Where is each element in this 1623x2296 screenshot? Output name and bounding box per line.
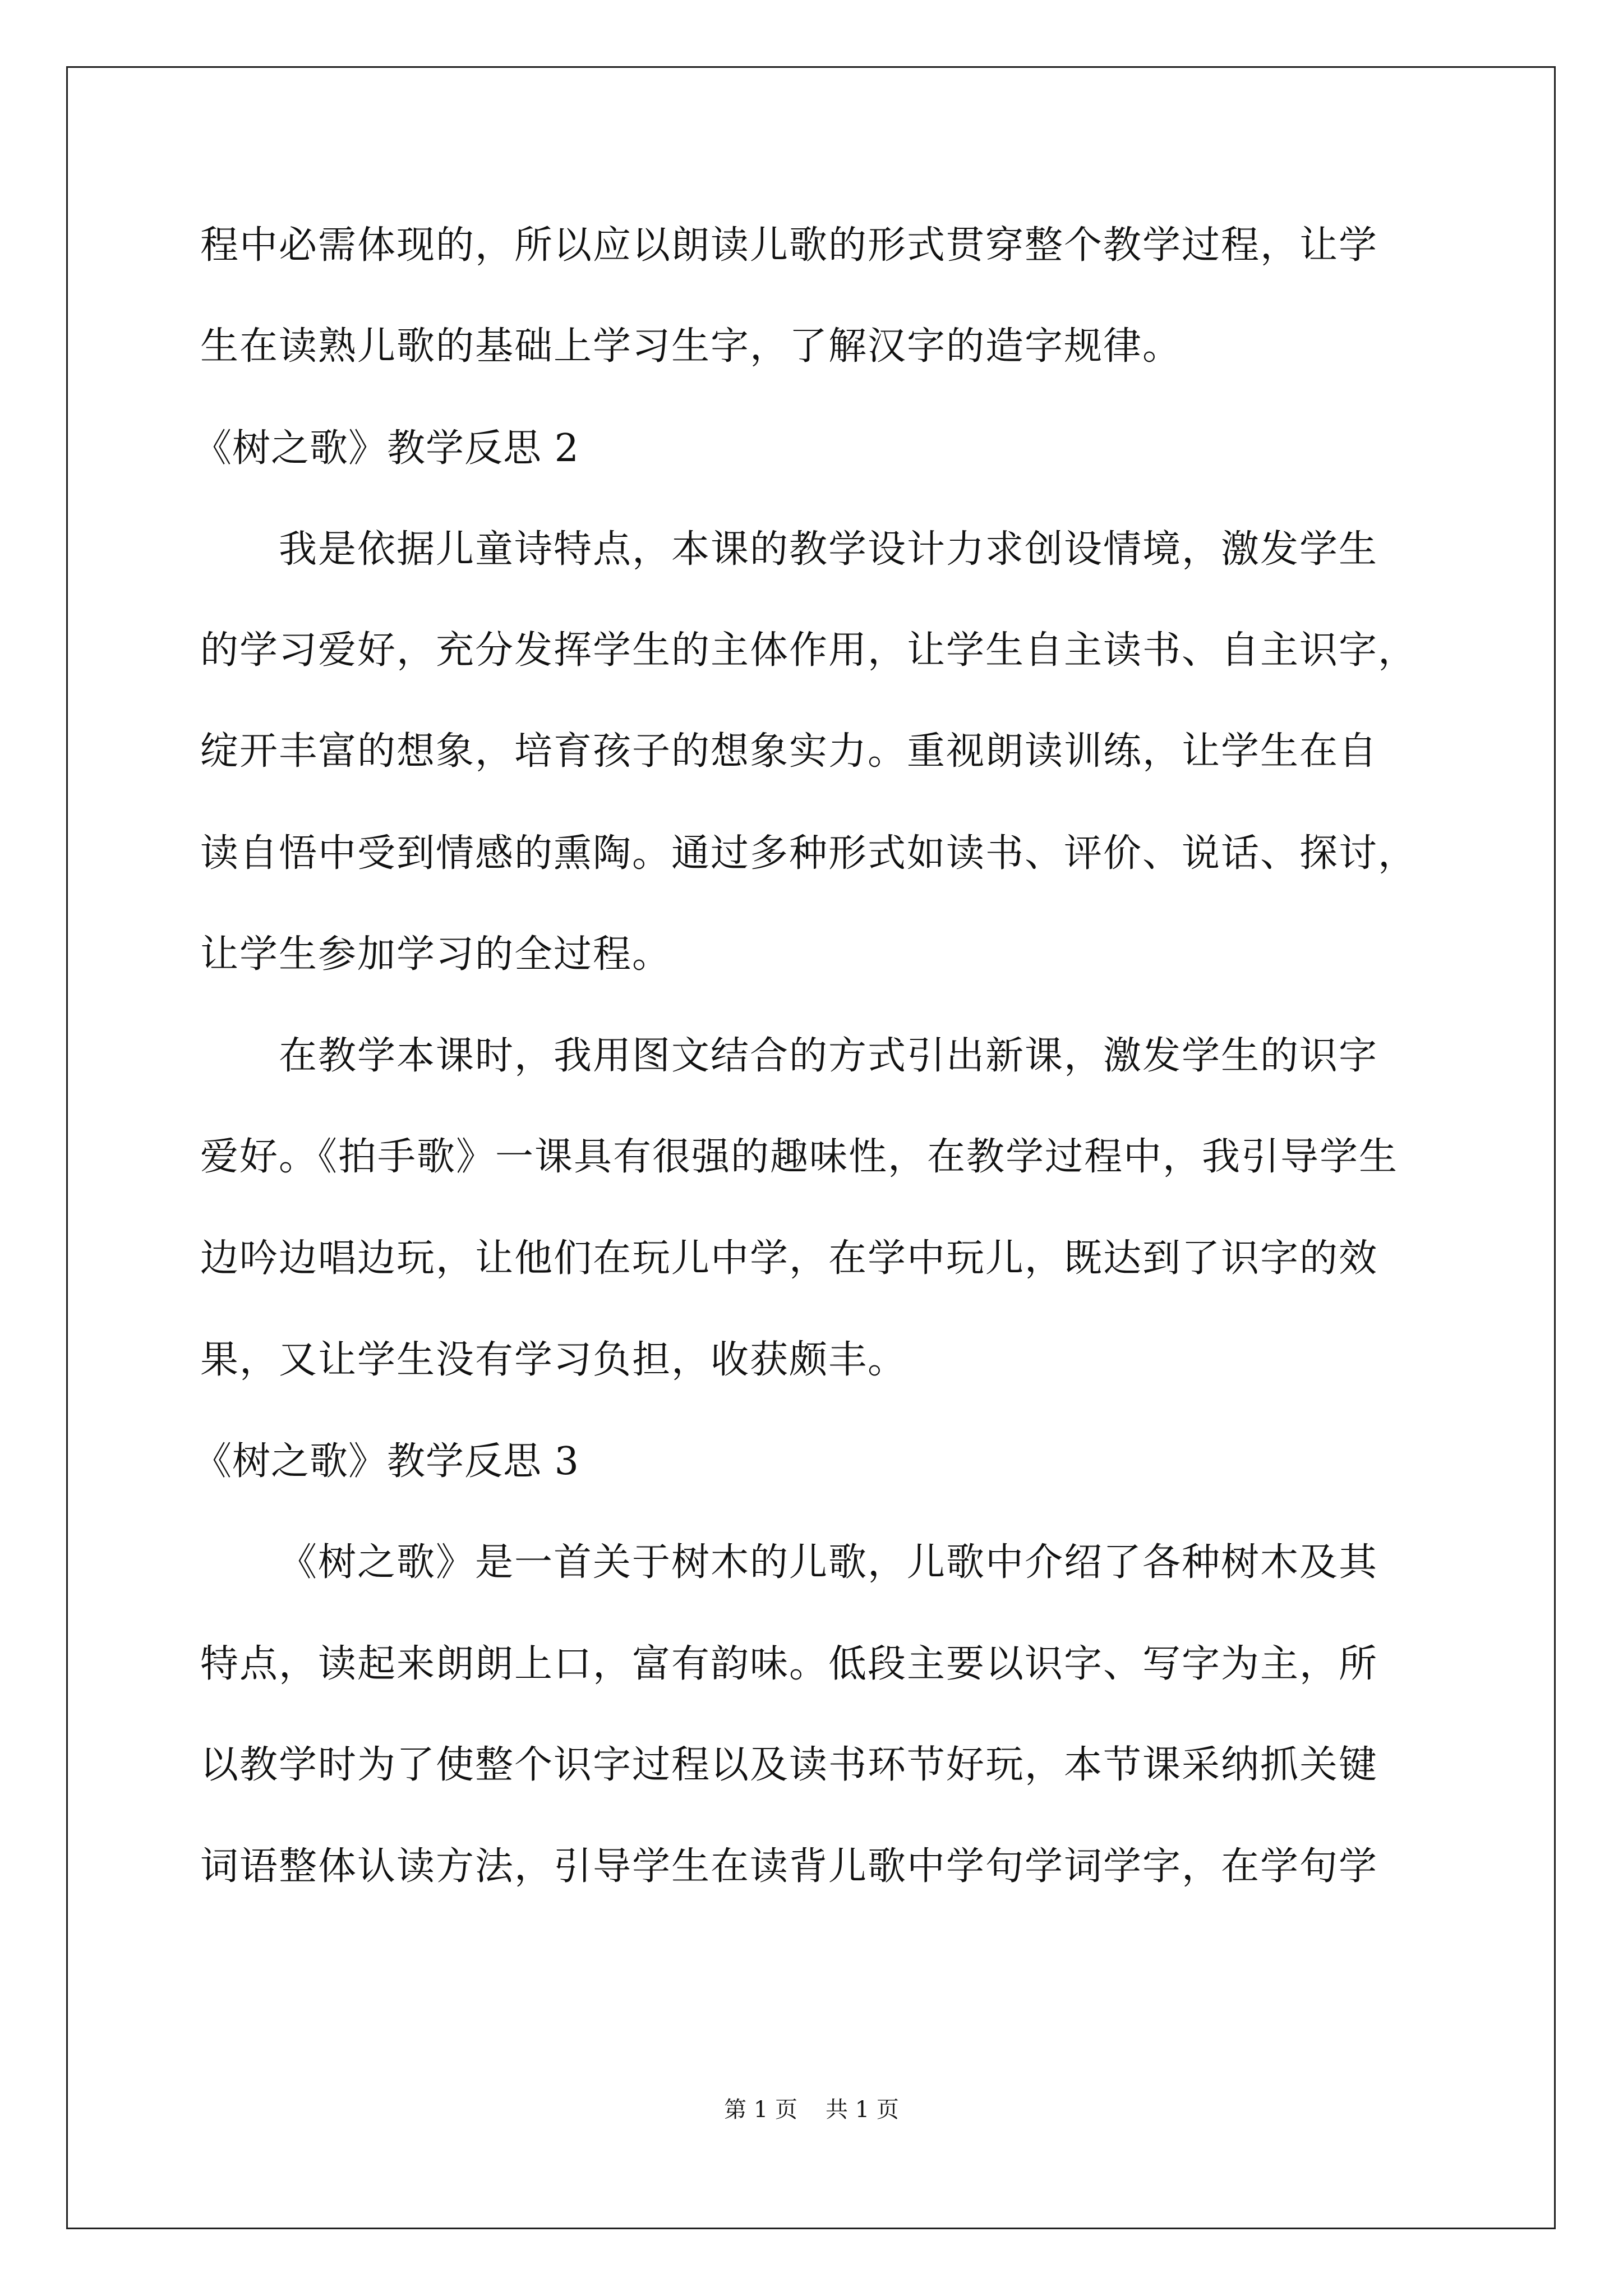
page-number: 第 1 页: [724, 2097, 797, 2123]
section-heading: 《树之歌》教学反思 2: [193, 426, 579, 471]
paragraph-line: 让学生参加学习的全过程。: [200, 932, 672, 977]
paragraph-line: 我是依据儿童诗特点，本课的教学设计力求创设情境，激发学生: [279, 527, 1378, 572]
page-total: 共 1 页: [826, 2097, 899, 2123]
paragraph-line: 生在读熟儿歌的基础上学习生字，了解汉字的造字规律。: [200, 324, 1182, 369]
paragraph-line: 爱好。《拍手歌》一课具有很强的趣味性，在教学过程中，我引导学生: [200, 1135, 1399, 1179]
paragraph-line: 以教学时为了使整个识字过程以及读书环节好玩，本节课采纳抓关键: [200, 1743, 1378, 1787]
paragraph-line: 边吟边唱边玩，让他们在玩儿中学，在学中玩儿，既达到了识字的效: [200, 1236, 1378, 1281]
paragraph-line: 词语整体认读方法，引导学生在读背儿歌中学句学词学字，在学句学: [200, 1844, 1378, 1889]
paragraph-line: 读自悟中受到情感的熏陶。通过多种形式如读书、评价、说话、探讨，: [200, 831, 1418, 876]
paragraph-line: 果，又让学生没有学习负担，收获颇丰。: [200, 1338, 907, 1382]
paragraph-line: 绽开丰富的想象，培育孩子的想象实力。重视朗读训练，让学生在自: [200, 729, 1378, 774]
paragraph-line: 程中必需体现的，所以应以朗读儿歌的形式贯穿整个教学过程，让学: [200, 223, 1378, 268]
paragraph-line: 特点，读起来朗朗上口，富有韵味。低段主要以识字、写字为主，所: [200, 1642, 1378, 1686]
paragraph-line: 在教学本课时，我用图文结合的方式引出新课，激发学生的识字: [279, 1034, 1378, 1078]
page-footer: [0, 2096, 1623, 2124]
paragraph-line: 《树之歌》是一首关于树木的儿歌，儿歌中介绍了各种树木及其: [279, 1540, 1378, 1585]
paragraph-line: 的学习爱好，充分发挥学生的主体作用，让学生自主读书、自主识字，: [200, 628, 1418, 673]
section-heading: 《树之歌》教学反思 3: [193, 1439, 579, 1484]
